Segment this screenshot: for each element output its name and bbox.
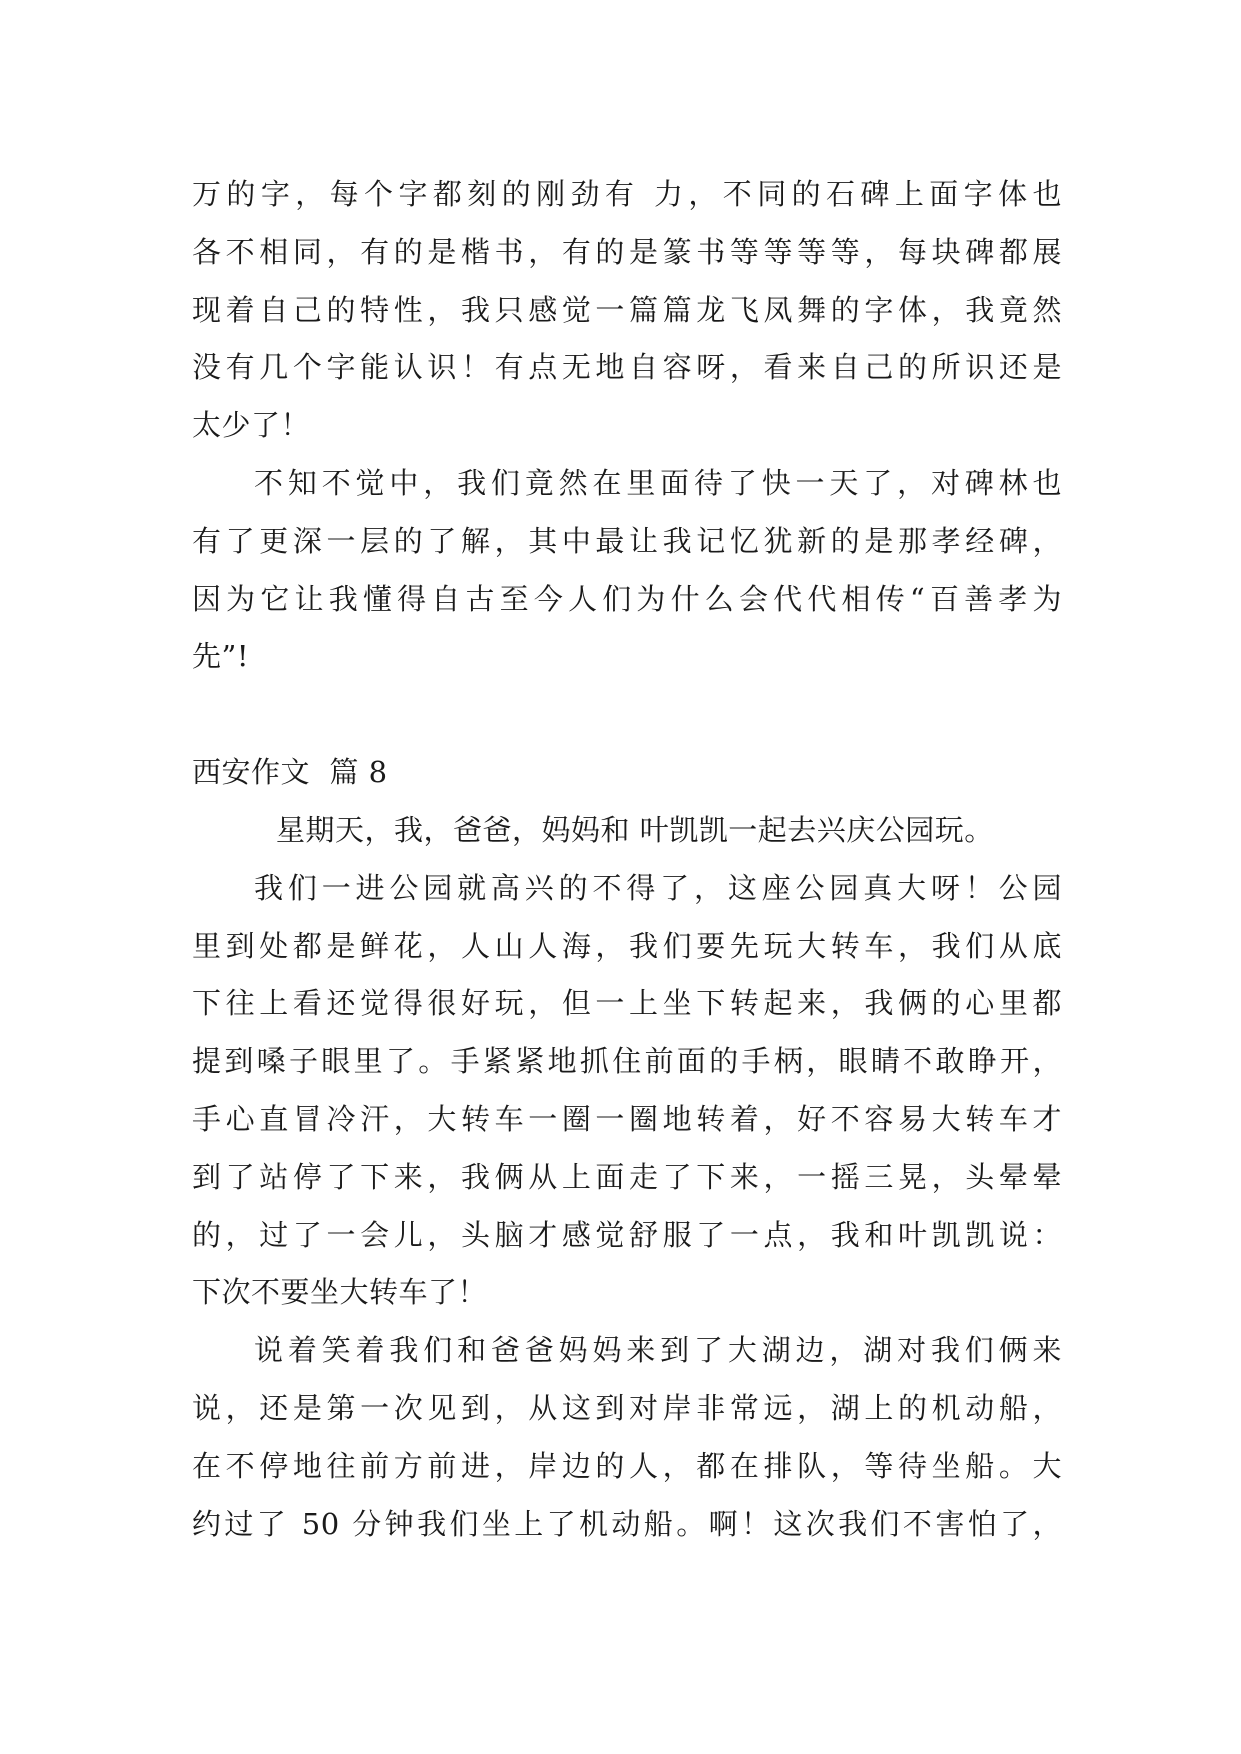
paragraph-3 <box>192 802 1062 860</box>
text-line: 到了站停了下来，我俩从上面走了下来，一摇三晃，头晕晕 <box>192 1159 1062 1194</box>
text-line: 现着自己的特性，我只感觉一篇篇龙飞凤舞的字体，我竟然 <box>192 292 1062 327</box>
text-line: 太少了！ <box>192 408 311 443</box>
text-line: 没有几个字能认识！有点无地自容呀，看来自己的所识还是 <box>192 350 1062 385</box>
text-line: 因为它让我懂得自古至今人们为什么会代代相传“百善孝为 <box>192 581 1062 616</box>
text-line: 先”! <box>192 639 249 674</box>
text-line: 有了更深一层的了解，其中最让我记忆犹新的是那孝经碑， <box>192 523 1062 558</box>
text-line: 手心直冒冷汗，大转车一圈一圈地转着，好不容易大转车才 <box>192 1101 1062 1136</box>
text-line: 下次不要坐大转车了！ <box>192 1275 488 1310</box>
text-line: 说，还是第一次见到，从这到对岸非常远，湖上的机动船， <box>192 1390 1062 1425</box>
text-line: 我们一进公园就高兴的不得了，这座公园真大呀！公园 <box>254 870 1062 905</box>
text-line: 不知不觉中，我们竟然在里面待了快一天了，对碑林也 <box>254 465 1062 500</box>
text-line: 下往上看还觉得很好玩，但一上坐下转起来，我俩的心里都 <box>192 986 1062 1021</box>
text-line: 的，过了一会儿，头脑才感觉舒服了一点，我和叶凯凯说： <box>192 1217 1062 1252</box>
paragraph-5 <box>192 1322 1062 1553</box>
text-line: 在不停地往前方前进，岸边的人，都在排队，等待坐船。大 <box>192 1448 1062 1483</box>
text-line: 提到嗓子眼里了。手紧紧地抓住前面的手柄，眼睛不敢睁开， <box>192 1044 1062 1079</box>
document-body <box>192 166 1062 1553</box>
text-line: 星期天，我，爸爸，妈妈和 叶凯凯一起去兴庆公园玩。 <box>276 812 994 847</box>
text-line: 万的字，每个字都刻的刚劲有 力，不同的石碑上面字体也 <box>192 177 1062 211</box>
paragraph-1 <box>192 166 1062 455</box>
text-line: 各不相同，有的是楷书，有的是篆书等等等等，每块碑都展 <box>192 234 1062 269</box>
text-line: 约过了 50 分钟我们坐上了机动船。啊！这次我们不害怕了， <box>192 1506 1062 1541</box>
text-line: 里到处都是鲜花，人山人海，我们要先玩大转车，我们从底 <box>192 928 1062 963</box>
paragraph-2 <box>192 455 1062 686</box>
text-line: 说着笑着我们和爸爸妈妈来到了大湖边，湖对我们俩来 <box>254 1333 1062 1368</box>
section-heading: 西安作文 篇 8 <box>192 755 388 790</box>
paragraph-4 <box>192 860 1062 1322</box>
section-gap <box>192 686 1062 744</box>
